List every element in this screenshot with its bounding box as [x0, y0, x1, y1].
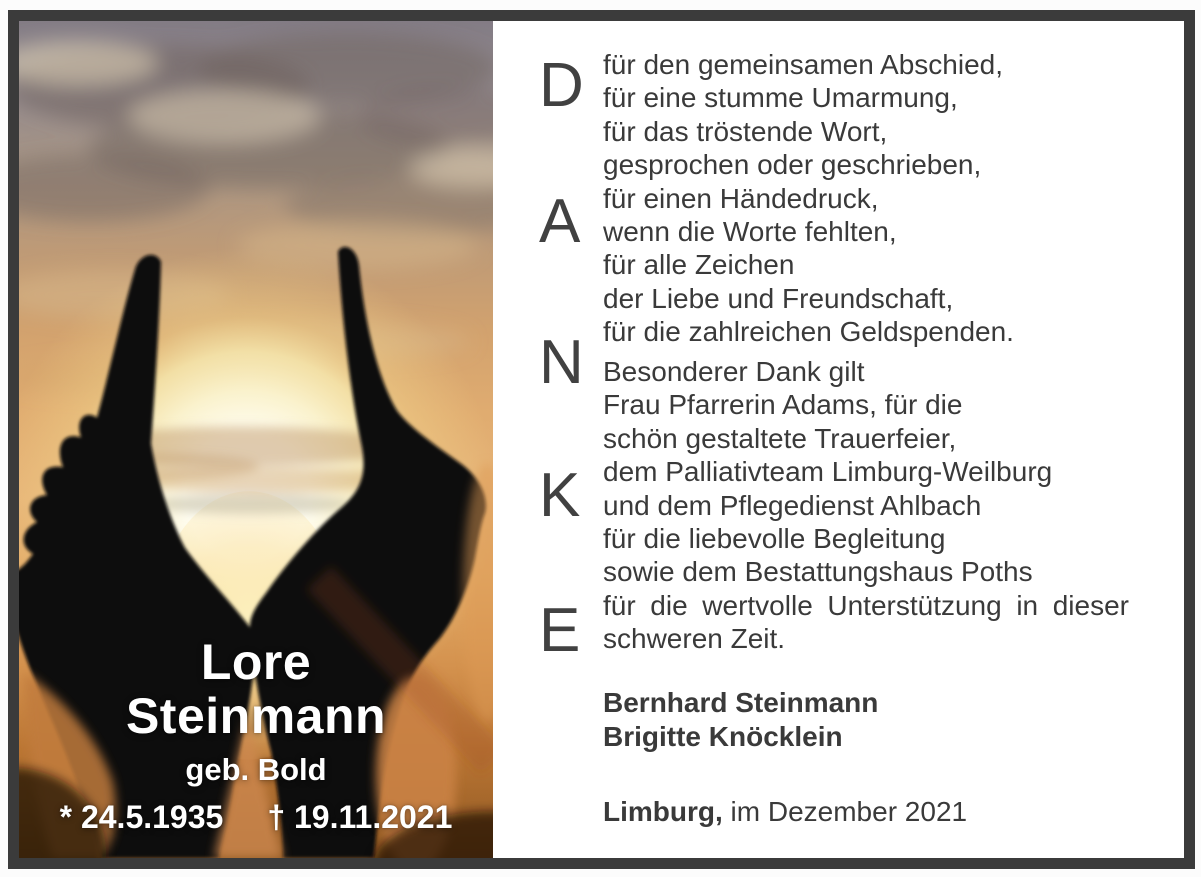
memorial-photo	[19, 21, 493, 858]
thanks-line: und dem Pflegedienst Ahlbach	[603, 489, 982, 521]
thanks-line: für den gemeinsamen Abschied,	[603, 49, 1004, 80]
thanks-line: Frau Pfarrerin Adams, für die	[603, 389, 963, 421]
place-date-line	[603, 796, 967, 828]
thanks-line: dem Palliativteam Limburg-Weilburg	[603, 456, 1053, 488]
thanks-line: schweren Zeit.	[603, 623, 786, 655]
danke-letter-a: A	[539, 187, 581, 256]
thanks-line: der Liebe und Freundschaft,	[603, 282, 954, 314]
thanks-line: schön gestaltete Trauerfeier,	[603, 422, 957, 454]
thanks-line: wenn die Worte fehlten,	[603, 216, 897, 248]
card-inner	[19, 21, 1184, 858]
thanks-block-2	[603, 355, 1143, 656]
thanks-line: für die liebevolle Begleitung	[603, 523, 946, 555]
signatory-name: Bernhard Steinmann	[603, 687, 879, 718]
thanks-line: für die wertvolle Unterstützung in dieser	[603, 589, 1129, 621]
maiden-name: geb. Bold	[185, 752, 327, 787]
thanks-line: gesprochen oder geschrieben,	[603, 149, 982, 181]
danke-letter-n: N	[539, 328, 584, 397]
deceased-last-name: Steinmann	[125, 687, 387, 744]
danke-letter-d: D	[539, 51, 584, 120]
thanks-line: Besonderer Dank gilt	[603, 356, 865, 387]
thanks-line: für alle Zeichen	[603, 249, 795, 281]
thanks-line: für einen Händedruck,	[603, 182, 879, 214]
date-text: im Dezember 2021	[730, 796, 968, 827]
thanks-line: sowie dem Bestattungshaus Poths	[603, 556, 1033, 588]
death-date: † 19.11.2021	[267, 799, 453, 835]
danke-letter-e: E	[539, 596, 581, 665]
signatories	[603, 686, 878, 754]
thanks-line: für eine stumme Umarmung,	[603, 82, 958, 114]
birth-date: * 24.5.1935	[59, 799, 224, 835]
life-dates	[19, 799, 493, 836]
deceased-first-name: Lore	[200, 634, 312, 690]
danke-letter-k: K	[539, 461, 581, 530]
thanks-line: für das tröstende Wort,	[603, 115, 888, 147]
place-name: Limburg,	[603, 796, 723, 827]
card-frame	[8, 10, 1195, 869]
thanks-block-1	[603, 48, 1143, 349]
thanks-line: für die zahlreichen Geldspenden.	[603, 316, 1014, 348]
signatory-name: Brigitte Knöcklein	[603, 721, 843, 752]
photo-caption	[19, 636, 493, 836]
